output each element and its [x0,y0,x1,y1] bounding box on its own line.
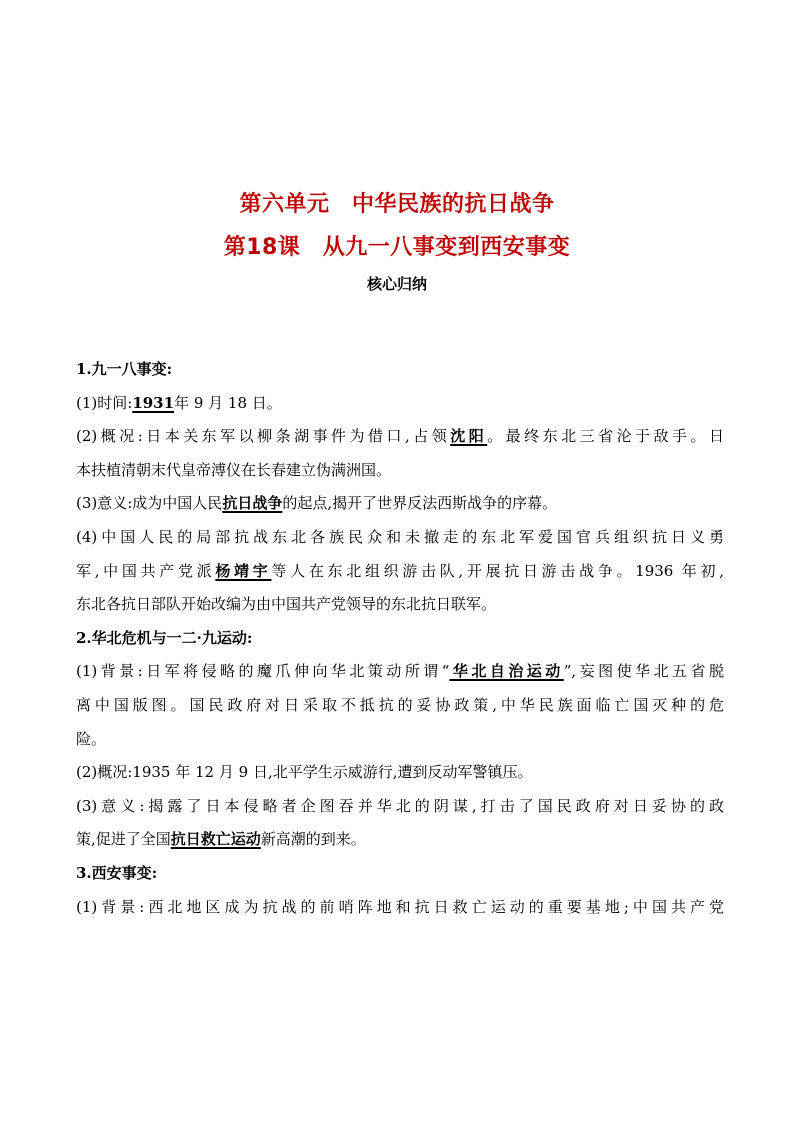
s1-item-4-line-3: 东北各抗日部队开始改编为由中国共产党领导的东北抗日联军。 [76,595,497,614]
text: ”,妄图使华北五省脱 [563,662,724,681]
text: (1)时间: [76,393,133,412]
text: (3)意义:成为中国人民 [76,494,223,513]
text: 年 9 月 18 日。 [174,393,282,412]
text: (2)概况:日本关东军以柳条湖事件为借口,占领 [76,427,451,446]
s1-item-4-line-1: (4)中国人民的局部抗战东北各族民众和未撤走的东北军爱国官兵组织抗日义勇 [76,527,724,546]
keyword-war-of-resistance: 抗日战争 [222,494,283,513]
s2-item-3-line-1: (3)意义:揭露了日本侵略者企图吞并华北的阴谋,打击了国民政府对日妥协的政 [76,796,724,815]
document-body [76,353,724,924]
s2-item-1-line-1 [76,655,724,689]
text: (1)背景:日军将侵略的魔爪伸向华北策动所谓“ [76,662,450,681]
s2-item-3-line-2 [76,823,724,857]
s1-item-2-line-1 [76,420,724,454]
text: 的起点,揭开了世界反法西斯战争的序幕。 [282,494,558,513]
s2-item-2: (2)概况:1935 年 12 月 9 日,北平学生示威游行,遭到反动军警镇压。 [76,763,533,782]
keyword-yang-jingyu: 杨靖宇 [215,561,272,580]
text: 等人在东北组织游击队,开展抗日游击战争。1936 年初, [271,561,724,580]
unit-title: 第六单元 中华民族的抗日战争 [239,192,555,217]
text: 策,促进了全国 [76,830,171,849]
section-heading-3: 3.西安事变: [76,863,158,882]
s3-item-1-line-1: (1)背景:西北地区成为抗战的前哨阵地和抗日救亡运动的重要基地;中国共产党 [76,897,724,916]
subtitle: 核心归纳 [366,275,427,293]
section-heading-1: 1.九一八事变: [76,360,173,378]
s1-item-1 [76,387,724,421]
text: 新高潮的到来。 [260,830,366,849]
s1-item-2-line-2: 本扶植清朝末代皇帝溥仪在长春建立伪满洲国。 [76,460,392,479]
s2-item-1-line-2: 离中国版图。国民政府对日采取不抵抗的妥协政策,中华民族面临亡国灭种的危 [76,695,724,714]
keyword-north-china-autonomy: 华北自治运动 [449,662,564,681]
lesson-title: 第18课 从九一八事变到西安事变 [223,235,571,260]
keyword-anti-japanese-movement: 抗日救亡运动 [170,830,261,849]
s2-item-1-line-3: 险。 [76,729,107,748]
s1-item-4-line-2 [76,555,724,589]
keyword-1931: 1931 [132,393,175,412]
keyword-shenyang: 沈阳 [450,427,488,446]
section-heading-2: 2.华北危机与一二·九运动: [76,628,253,647]
s1-item-3 [76,487,724,521]
text: 军,中国共产党派 [76,561,216,580]
text: 。最终东北三省沦于敌手。日 [487,427,724,446]
